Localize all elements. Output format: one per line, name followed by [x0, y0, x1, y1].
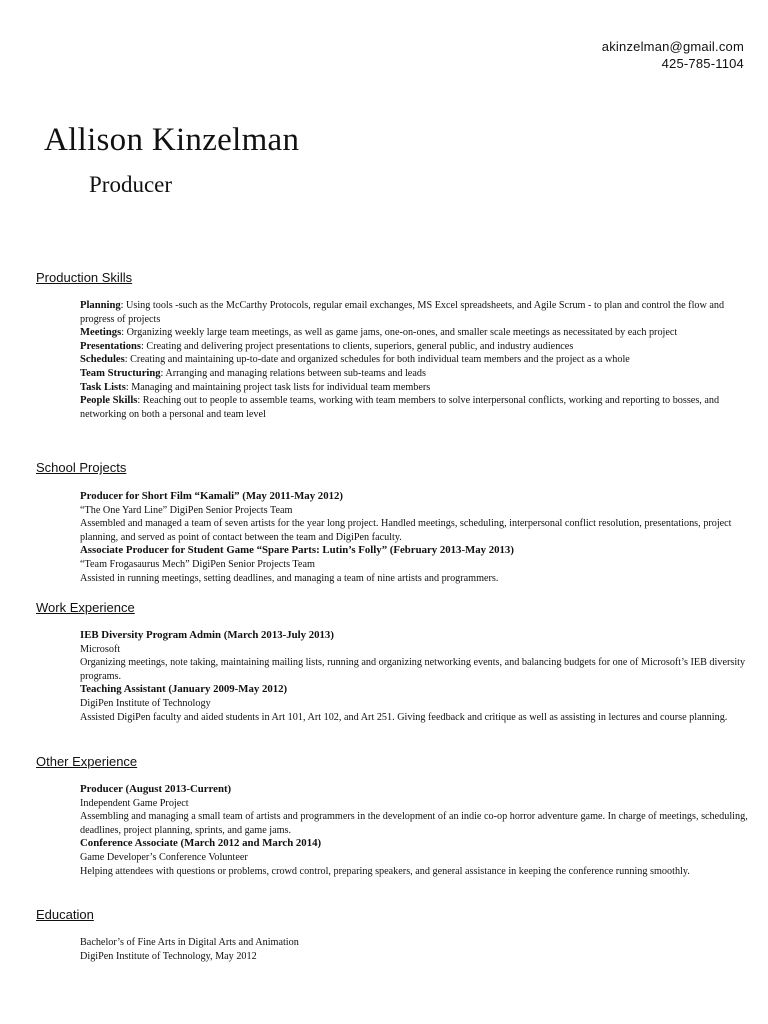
section-title-work-experience: Work Experience	[36, 600, 135, 615]
skill-label: Meetings	[80, 327, 122, 339]
entry-org: Microsoft	[80, 643, 121, 655]
entry-heading: Producer (August 2013-Current)	[80, 783, 232, 795]
entry-heading: Teaching Assistant (January 2009-May 2012)	[80, 683, 288, 696]
skill-item	[80, 326, 752, 340]
skill-item	[80, 394, 752, 421]
entry-heading: Producer for Short Film “Kamali” (May 2011-May 2012)	[80, 490, 343, 502]
section-title-school-projects: School Projects	[36, 460, 127, 475]
skill-item	[80, 353, 752, 367]
entry-heading: IEB Diversity Program Admin (March 2013-July 2013)	[80, 629, 334, 641]
skill-item	[80, 340, 752, 354]
entry-heading: Conference Associate (March 2012 and March 2014)	[80, 837, 322, 850]
skill-text: : Using tools -such as the McCarthy Protocols, regular email exchanges, MS Excel spreadsheets, and Agile Scrum - to plan and control the flow and progress of projects	[80, 300, 725, 325]
skill-text: : Organizing weekly large team meetings, as well as game jams, one-on-ones, and smaller scale meetings as necessitated by each project	[121, 327, 678, 339]
entry-org: Game Developer’s Conference Volunteer	[80, 851, 248, 863]
entry-description: Assisted DigiPen faculty and aided students in Art 101, Art 102, and Art 251. Giving feedback and critique as well as assisting in lectures and course planning.	[80, 711, 728, 723]
entry-description: Organizing meetings, note taking, maintaining mailing lists, running and organizing networking events, and balancing budgets for one of Microsoft’s IEB diversity programs.	[80, 657, 746, 682]
skill-item	[80, 299, 752, 326]
skill-item	[80, 367, 752, 381]
entry-description: Assisted in running meetings, setting deadlines, and managing a team of nine artists and programmers.	[80, 572, 499, 584]
school-projects-list	[80, 490, 752, 585]
skill-label: Team Structuring	[80, 367, 161, 379]
skill-text: : Managing and maintaining project task lists for individual team members	[125, 381, 431, 393]
education-school: DigiPen Institute of Technology, May 2012	[80, 950, 257, 962]
entry-org: “The One Yard Line” DigiPen Senior Projects Team	[80, 504, 293, 516]
skill-label: Task Lists	[80, 381, 126, 393]
production-skills-list	[80, 299, 752, 421]
entry-description: Assembled and managed a team of seven artists for the year long project. Handled meetings, scheduling, interpersonal conflict resolution, presentations, project planning, and served as point of contact between the team and DigiPen faculty.	[80, 518, 732, 543]
entry-heading: Associate Producer for Student Game “Spare Parts: Lutin’s Folly” (February 2013-May 2013)	[80, 544, 514, 557]
skill-item	[80, 381, 752, 395]
other-experience-list	[80, 783, 752, 878]
skill-text: : Creating and delivering project presentations to clients, superiors, general public, and industry audiences	[141, 340, 574, 352]
entry-org: Independent Game Project	[80, 797, 189, 809]
skill-text: : Arranging and managing relations between sub-teams and leads	[160, 367, 426, 379]
email-address[interactable]: akinzelman@gmail.com	[601, 39, 744, 54]
contact-info	[602, 38, 744, 72]
skill-label: Schedules	[80, 354, 125, 366]
section-title-production-skills: Production Skills	[36, 270, 133, 285]
section-title-other-experience: Other Experience	[36, 754, 138, 769]
skill-text: : Reaching out to people to assemble teams, working with team members to solve interpersonal conflicts, working and reporting to bosses, and networking on both a personal and team level	[80, 395, 720, 420]
entry-description: Assembling and managing a small team of artists and programmers in the development of an indie co-op horror adventure game. In charge of meetings, scheduling, deadlines, project planning, sprints, and game jams.	[80, 811, 748, 836]
education-degree: Bachelor’s of Fine Arts in Digital Arts and Animation	[80, 937, 299, 948]
skill-label: Presentations	[80, 340, 142, 352]
phone-number: 425-785-1104	[661, 56, 744, 71]
entry-org: DigiPen Institute of Technology	[80, 697, 211, 709]
education-block	[80, 936, 752, 963]
section-title-education: Education	[36, 907, 94, 922]
candidate-name: Allison Kinzelman	[44, 122, 300, 158]
entry-description: Helping attendees with questions or problems, crowd control, preparing speakers, and general assistance in keeping the conference running smoothly.	[80, 865, 690, 877]
entry-org: “Team Frogasaurus Mech” DigiPen Senior Projects Team	[80, 558, 315, 570]
candidate-role: Producer	[89, 172, 173, 197]
skill-label: Planning	[80, 300, 121, 311]
skill-text: : Creating and maintaining up-to-date and organized schedules for both individual team members and the project as a whole	[124, 354, 630, 366]
skill-label: People Skills	[80, 395, 138, 407]
work-experience-list	[80, 629, 752, 724]
